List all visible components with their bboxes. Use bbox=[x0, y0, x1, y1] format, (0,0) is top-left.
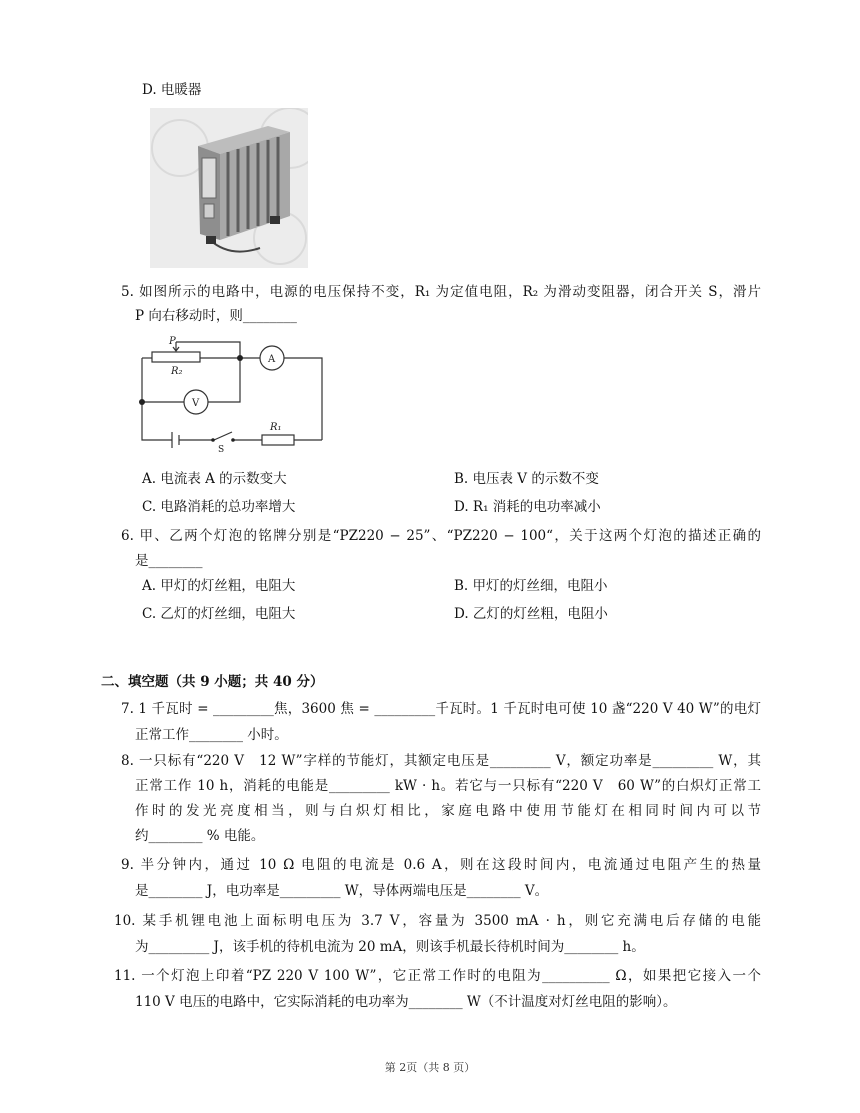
q6-option-a: A. 甲灯的灯丝粗，电阻大 bbox=[142, 578, 296, 594]
q6-stem-line1: 6. 甲、乙两个灯泡的铭牌分别是“PZ220 − 25”、“PZ220 − 100“，关于这两个灯泡的描述正确的 bbox=[121, 528, 761, 544]
q6-stem-line2: 是________ bbox=[135, 553, 203, 569]
q5-option-b: B. 电压表 V 的示数不变 bbox=[454, 471, 599, 487]
label-r2: R₂ bbox=[171, 366, 183, 377]
q4-option-d: D. 电暖器 bbox=[142, 82, 202, 98]
q7-line1: 7. 1 千瓦时 = _________焦，3600 焦 = _________千瓦时。1 千瓦时电可使 10 盏“220 V 40 W”的电灯 bbox=[121, 701, 761, 717]
q8-line2: 正常工作 10 h，消耗的电能是_________ kW · h。若它与一只标有“220 V 60 W”的白炽灯正常工 bbox=[135, 778, 761, 794]
q5-option-a: A. 电流表 A 的示数变大 bbox=[142, 471, 287, 487]
q5-stem-line2: P 向右移动时，则________ bbox=[135, 308, 297, 324]
label-v: V bbox=[192, 398, 200, 409]
label-a: A bbox=[268, 354, 276, 365]
q5-option-c: C. 电路消耗的总功率增大 bbox=[142, 499, 296, 515]
page-footer: 第 2页（共 8 页） bbox=[384, 1061, 476, 1074]
circuit-diagram bbox=[136, 334, 332, 452]
q8-line4: 约________ % 电能。 bbox=[135, 828, 265, 844]
q7-line2: 正常工作________ 小时。 bbox=[135, 727, 288, 743]
r2-rheostat bbox=[152, 352, 200, 362]
q8-line3: 作时的发光亮度相当，则与白炽灯相比，家庭电路中使用节能灯在相同时间内可以节 bbox=[135, 803, 761, 819]
q10-line1: 10. 某手机锂电池上面标明电压为 3.7 V，容量为 3500 mA · h，则它充满电后存储的电能 bbox=[114, 913, 761, 929]
junction-dot-left bbox=[139, 399, 145, 405]
q6-option-d: D. 乙灯的灯丝粗，电阻小 bbox=[454, 606, 608, 622]
q6-option-c: C. 乙灯的灯丝细，电阻大 bbox=[142, 606, 296, 622]
q11-line2: 110 V 电压的电路中，它实际消耗的电功率为________ W（不计温度对灯丝电阻的影响）。 bbox=[135, 994, 677, 1010]
label-p: P bbox=[169, 336, 176, 347]
q6-option-b: B. 甲灯的灯丝细，电阻小 bbox=[454, 578, 608, 594]
q5-option-d: D. R₁ 消耗的电功率减小 bbox=[454, 499, 601, 515]
q11-line1: 11. 一个灯泡上印着“PZ 220 V 100 W”，它正常工作时的电阻为__________ Ω，如果把它接入一个 bbox=[114, 968, 761, 984]
electric-heater-photo bbox=[150, 108, 308, 268]
q9-line2: 是________ J，电功率是_________ W，导体两端电压是________ V。 bbox=[135, 883, 549, 899]
label-r1: R₁ bbox=[270, 422, 282, 433]
q10-line2: 为_________ J，该手机的待机电流为 20 mA，则该手机最长待机时间为________ h。 bbox=[135, 939, 645, 955]
r1-resistor bbox=[262, 435, 294, 445]
label-s: S bbox=[218, 445, 225, 452]
junction-dot-top bbox=[237, 355, 243, 361]
q8-line1: 8. 一只标有“220 V 12 W”字样的节能灯，其额定电压是_________ V，额定功率是_________ W，其 bbox=[121, 753, 761, 769]
q5-stem-line1: 5. 如图所示的电路中，电源的电压保持不变，R₁ 为定值电阻，R₂ 为滑动变阻器，闭合开关 S，滑片 bbox=[121, 284, 761, 300]
section-heading: 二、填空题（共 9 小题；共 40 分） bbox=[101, 674, 324, 690]
heater-illustration bbox=[150, 108, 308, 268]
q9-line1: 9. 半分钟内，通过 10 Ω 电阻的电流是 0.6 A，则在这段时间内，电流通过电阻产生的热量 bbox=[121, 857, 761, 873]
